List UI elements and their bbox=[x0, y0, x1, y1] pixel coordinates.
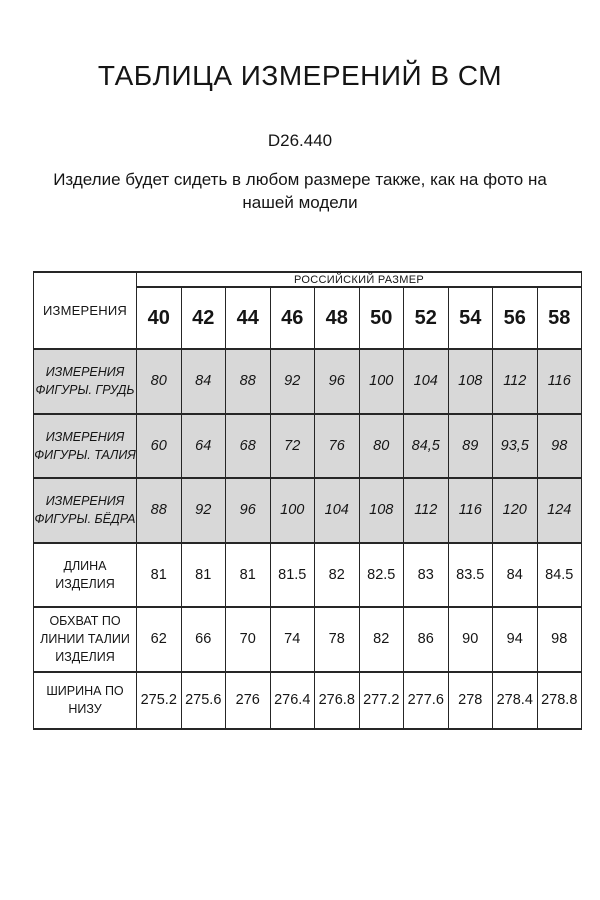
measurements-column-header: ИЗМЕРЕНИЯ bbox=[34, 272, 137, 349]
measurement-cell: 93,5 bbox=[493, 414, 538, 479]
measurement-cell: 82.5 bbox=[359, 543, 404, 608]
measurement-cell: 88 bbox=[137, 478, 182, 543]
size-col-header: 52 bbox=[404, 287, 449, 349]
measurement-cell: 89 bbox=[448, 414, 493, 479]
measurement-cell: 276 bbox=[226, 672, 271, 729]
article-number: D26.440 bbox=[267, 131, 333, 150]
row-label: ИЗМЕРЕНИЯ ФИГУРЫ. ГРУДЬ bbox=[34, 349, 137, 414]
measurement-cell: 86 bbox=[404, 607, 449, 672]
measurement-cell: 80 bbox=[359, 414, 404, 479]
measurement-cell: 78 bbox=[315, 607, 360, 672]
measurement-cell: 84 bbox=[181, 349, 226, 414]
measurement-cell: 84,5 bbox=[404, 414, 449, 479]
header-band-row bbox=[34, 272, 582, 287]
measurement-cell: 80 bbox=[137, 349, 182, 414]
row-label: ШИРИНА ПО НИЗУ bbox=[34, 672, 137, 729]
measurement-cell: 278 bbox=[448, 672, 493, 729]
measurement-cell: 112 bbox=[404, 478, 449, 543]
measurement-cell: 84.5 bbox=[537, 543, 582, 608]
measurement-cell: 92 bbox=[270, 349, 315, 414]
measurement-cell: 116 bbox=[448, 478, 493, 543]
measurement-cell: 108 bbox=[448, 349, 493, 414]
measurement-cell: 74 bbox=[270, 607, 315, 672]
measurement-cell: 66 bbox=[181, 607, 226, 672]
table-row bbox=[34, 672, 582, 729]
measurement-cell: 81 bbox=[226, 543, 271, 608]
measurement-cell: 96 bbox=[315, 349, 360, 414]
measurement-cell: 98 bbox=[537, 414, 582, 479]
measurement-cell: 84 bbox=[493, 543, 538, 608]
table-row bbox=[34, 349, 582, 414]
measurement-cell: 64 bbox=[181, 414, 226, 479]
page-title: ТАБЛИЦА ИЗМЕРЕНИЙ В СМ bbox=[97, 60, 503, 91]
measurement-cell: 68 bbox=[226, 414, 271, 479]
measurement-cell: 90 bbox=[448, 607, 493, 672]
table-row bbox=[34, 414, 582, 479]
table-header bbox=[34, 272, 582, 349]
measurement-cell: 72 bbox=[270, 414, 315, 479]
measurement-cell: 76 bbox=[315, 414, 360, 479]
measurement-cell: 278.8 bbox=[537, 672, 582, 729]
measurement-cell: 112 bbox=[493, 349, 538, 414]
measurement-cell: 120 bbox=[493, 478, 538, 543]
measurement-cell: 100 bbox=[359, 349, 404, 414]
size-col-header: 46 bbox=[270, 287, 315, 349]
size-col-header: 40 bbox=[137, 287, 182, 349]
measurement-cell: 108 bbox=[359, 478, 404, 543]
size-col-header: 42 bbox=[181, 287, 226, 349]
size-col-header: 44 bbox=[226, 287, 271, 349]
measurement-cell: 104 bbox=[404, 349, 449, 414]
measurement-cell: 104 bbox=[315, 478, 360, 543]
measurement-cell: 96 bbox=[226, 478, 271, 543]
size-col-header: 50 bbox=[359, 287, 404, 349]
measurement-cell: 100 bbox=[270, 478, 315, 543]
fit-note: Изделие будет сидеть в любом размере также, как на фото на нашей модели bbox=[53, 170, 547, 212]
measurement-cell: 82 bbox=[315, 543, 360, 608]
size-col-header: 48 bbox=[315, 287, 360, 349]
measurement-cell: 60 bbox=[137, 414, 182, 479]
measurement-cell: 275.6 bbox=[181, 672, 226, 729]
measurement-cell: 62 bbox=[137, 607, 182, 672]
row-label: ДЛИНА ИЗДЕЛИЯ bbox=[34, 543, 137, 608]
measurement-cell: 81 bbox=[137, 543, 182, 608]
measurements-table bbox=[33, 271, 582, 730]
measurement-cell: 88 bbox=[226, 349, 271, 414]
measurement-cell: 70 bbox=[226, 607, 271, 672]
measurement-cell: 124 bbox=[537, 478, 582, 543]
size-group-header: РОССИЙСКИЙ РАЗМЕР bbox=[137, 272, 582, 287]
table-row bbox=[34, 543, 582, 608]
measurement-cell: 98 bbox=[537, 607, 582, 672]
measurement-cell: 276.8 bbox=[315, 672, 360, 729]
measurement-cell: 276.4 bbox=[270, 672, 315, 729]
measurement-cell: 94 bbox=[493, 607, 538, 672]
size-col-header: 58 bbox=[537, 287, 582, 349]
table-row bbox=[34, 478, 582, 543]
measurement-cell: 81.5 bbox=[270, 543, 315, 608]
row-label: ОБХВАТ ПО ЛИНИИ ТАЛИИ ИЗДЕЛИЯ bbox=[34, 607, 137, 672]
measurement-cell: 277.2 bbox=[359, 672, 404, 729]
measurement-cell: 81 bbox=[181, 543, 226, 608]
row-label: ИЗМЕРЕНИЯ ФИГУРЫ. БЁДРА bbox=[34, 478, 137, 543]
size-col-header: 54 bbox=[448, 287, 493, 349]
measurement-cell: 278.4 bbox=[493, 672, 538, 729]
measurement-cell: 277.6 bbox=[404, 672, 449, 729]
row-label: ИЗМЕРЕНИЯ ФИГУРЫ. ТАЛИЯ bbox=[34, 414, 137, 479]
measurement-cell: 82 bbox=[359, 607, 404, 672]
measurement-cell: 83.5 bbox=[448, 543, 493, 608]
measurement-cell: 92 bbox=[181, 478, 226, 543]
size-col-header: 56 bbox=[493, 287, 538, 349]
table-body bbox=[34, 349, 582, 729]
measurement-cell: 116 bbox=[537, 349, 582, 414]
measurement-cell: 275.2 bbox=[137, 672, 182, 729]
table-row bbox=[34, 607, 582, 672]
measurement-cell: 83 bbox=[404, 543, 449, 608]
